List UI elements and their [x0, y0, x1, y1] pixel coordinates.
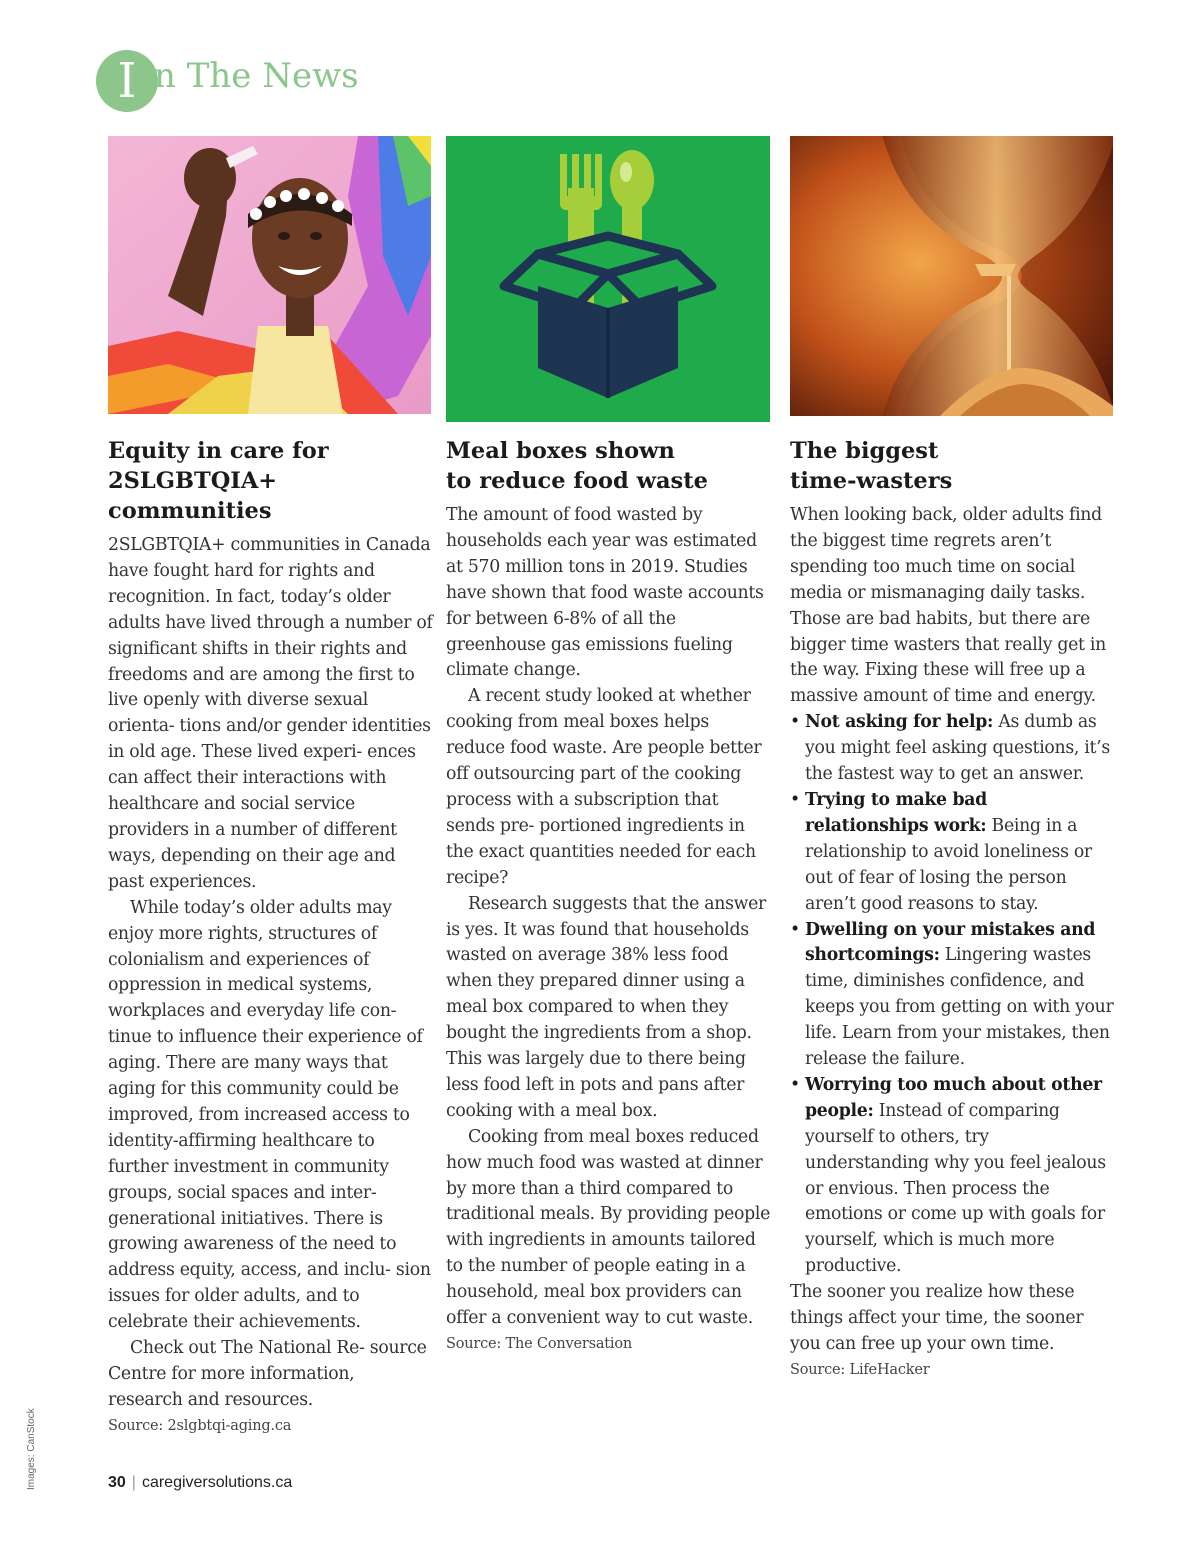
article-body — [446, 503, 772, 1355]
article-title-line1: Meal boxes shown — [446, 438, 675, 464]
article-title-line2: time-wasters — [790, 468, 953, 494]
list-item — [790, 918, 1115, 1073]
page-footer — [108, 1474, 292, 1492]
bullet-list — [790, 710, 1115, 1280]
article-source: Source: LifeHacker — [790, 1361, 930, 1378]
paragraph: While today’s older adults may enjoy more rights, structures of colonialism and experiences of oppression in medical systems, workplaces and everyday life con- tinue to influence their experience of aging. There are many ways that aging for this community could be improved, from increased access to identity-affirming healthcare to further investment in community groups, social spaces and inter- generational initiatives. There is growing awareness of the need to address equity, access, and inclu- sion issues for older adults, and to celebrate their achievements. — [108, 897, 431, 1333]
meal-box-graphic — [446, 136, 770, 422]
bullet-marker: • — [790, 1074, 800, 1095]
article-source: Source: 2slgbtqi-aging.ca — [108, 1417, 292, 1434]
article-title-line2: to reduce food waste — [446, 468, 708, 494]
meal-box-icon — [446, 136, 770, 422]
image-credit: Images: CanStock — [26, 1408, 37, 1490]
bullet-lead: Worrying too much about other people: — [805, 1074, 1102, 1121]
article-body — [108, 533, 433, 1437]
paragraph: A recent study looked at whether cooking from meal boxes helps reduce food waste. Are people better off outsourcing part of the cooking process with a subscription that sends pre- portioned ingredients in the exact quantities needed for each recipe? — [446, 686, 762, 888]
article-body — [790, 503, 1115, 1381]
bullet-lead: Dwelling on your mistakes and shortcomings: — [805, 919, 1096, 966]
page-number: 30 — [108, 1474, 126, 1491]
bullet-text: Being in a relationship to avoid loneliness or out of fear of losing the person aren’t good reasons to stay. — [805, 815, 1092, 914]
section-title: n The News — [154, 56, 359, 96]
bullet-marker: • — [790, 789, 800, 810]
article-title-line1: Equity in care for — [108, 438, 329, 464]
paragraph: Cooking from meal boxes reduced how much food was wasted at dinner by more than a third compared to traditional meals. By providing people with ingredients in amounts tailored to the number of people eating in a household, meal box providers can offer a convenient way to cut waste. — [446, 1126, 771, 1329]
article-title-line1: The biggest — [790, 438, 939, 464]
list-item — [790, 1073, 1115, 1280]
list-item — [790, 710, 1115, 788]
bullet-marker: • — [790, 919, 800, 940]
paragraph: When looking back, older adults find the biggest time regrets aren’t spending too much time on social media or mismanaging daily tasks. Those are bad habits, but there are bigger time wasters that really get in the way. Fixing these will free up a massive amount of time and energy. — [790, 505, 1106, 707]
paragraph: Research suggests that the answer is yes. It was found that households wasted on average 38% less food when they prepared dinner using a meal box compared to when they bought the ingredients from a shop. This was largely due to there being less food left in pots and pans after cooking with a meal box. — [446, 893, 767, 1121]
list-item — [790, 788, 1115, 918]
article-title-line2: 2SLGBTQIA+ communities — [108, 468, 278, 524]
footer-separator: | — [131, 1474, 136, 1491]
article-meal-boxes — [446, 136, 772, 1355]
article-source: Source: The Conversation — [446, 1336, 633, 1352]
pride-photo-illustration — [108, 136, 431, 414]
bullet-text: Instead of comparing yourself to others, try understanding why you feel jealous or envious. Then process the emotions or come up with goals for yourself, which is much more productive. — [805, 1100, 1106, 1277]
article-equity — [108, 136, 433, 1437]
article-time-wasters — [790, 136, 1115, 1381]
paragraph: 2SLGBTQIA+ communities in Canada have fought hard for rights and recognition. In fact, today’s older adults have lived through a number of significant shifts in their rights and freedoms and are among the first to live openly with diverse sexual orienta- tions and/or gender identities in old age. These lived experi- ences can affect their interactions with healthcare and social service providers in a number of different ways, depending on their age and past experiences. — [108, 535, 433, 892]
hourglass-illustration — [790, 136, 1113, 416]
bullet-text: Lingering wastes time, diminishes confidence, and keeps you from getting on with your life. Learn from your mistakes, then release the failure. — [805, 945, 1114, 1070]
paragraph: Check out The National Re- source Centre for more information, research and resources. — [108, 1338, 427, 1410]
paragraph: The amount of food wasted by households each year was estimated at 570 million tons in 2019. Studies have shown that food waste accounts for between 6-8% of all the greenhouse gas emissions fueling climate change. — [446, 505, 764, 681]
bullet-text: As dumb as you might feel asking questions, it’s the fastest way to get an answer. — [805, 712, 1110, 785]
paragraph: The sooner you realize how these things affect your time, the sooner you can free up your own time. — [790, 1282, 1084, 1354]
hourglass-photo — [790, 136, 1113, 416]
footer-site-link[interactable]: caregiversolutions.ca — [141, 1474, 293, 1491]
pride-photo — [108, 136, 431, 414]
bullet-lead: Not asking for help: — [805, 712, 994, 733]
bullet-lead: Trying to make bad relationships work: — [805, 789, 987, 836]
section-initial-badge: I — [96, 50, 158, 112]
bullet-marker: • — [790, 712, 800, 733]
